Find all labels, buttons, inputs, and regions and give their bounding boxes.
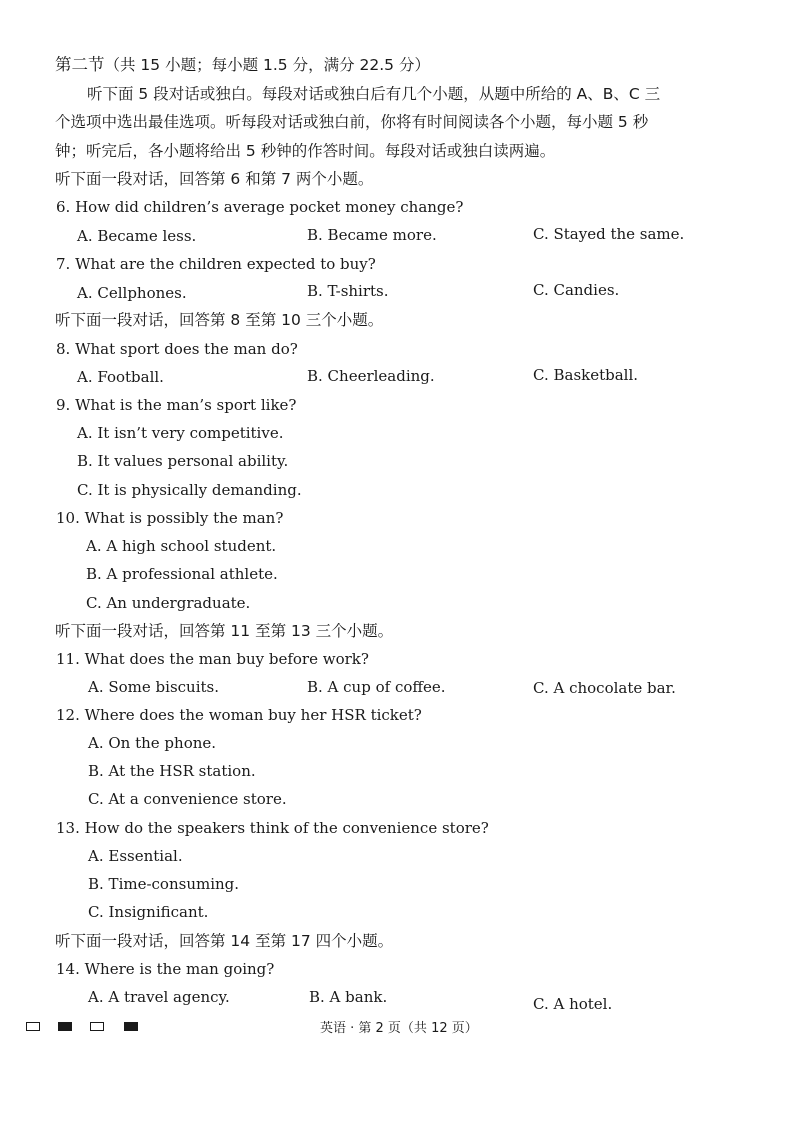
registration-mark-filled-1 [58,1022,72,1031]
group-intro-3: 听下面一段对话，回答第 11 至第 13 三个小题。 [55,622,394,640]
group-intro-4: 听下面一段对话，回答第 14 至第 17 四个小题。 [55,932,394,950]
question-7-option-b: B. T-shirts. [307,282,389,300]
question-10-option-a: A. A high school student. [86,537,277,555]
question-10-option-b: B. A professional athlete. [86,565,278,583]
question-11-stem: 11. What does the man buy before work? [56,650,369,668]
registration-mark-hollow-1 [26,1022,40,1031]
group-intro-2: 听下面一段对话，回答第 8 至第 10 三个小题。 [55,311,384,329]
question-13-stem: 13. How do the speakers think of the convenience store? [56,819,489,837]
question-13-option-a: A. Essential. [88,847,183,865]
question-6-option-b: B. Became more. [307,226,437,244]
question-7-stem: 7. What are the children expected to buy? [56,255,376,273]
question-12-option-b: B. At the HSR station. [88,762,256,780]
question-14-option-b: B. A bank. [309,988,388,1006]
section-scoring: （共 15 小题；每小题 1.5 分，满分 22.5 分） [104,56,430,74]
question-12-stem: 12. Where does the woman buy her HSR ticket? [56,706,422,724]
question-9-option-a: A. It isn’t very competitive. [77,424,284,442]
question-11-option-a: A. Some biscuits. [88,678,219,696]
question-12-option-c: C. At a convenience store. [88,790,287,808]
question-12-option-a: A. On the phone. [88,734,217,752]
question-11-option-b: B. A cup of coffee. [307,678,446,696]
question-10-stem: 10. What is possibly the man? [56,509,284,527]
section-title: 第二节 [55,55,105,74]
question-8-option-a: A. Football. [77,368,164,386]
instruction-line-1: 听下面 5 段对话或独白。每段对话或独白后有几个小题，从题中所给的 A、B、C 三 [87,85,661,103]
question-9-option-c: C. It is physically demanding. [77,481,302,499]
question-13-option-c: C. Insignificant. [88,903,209,921]
group-intro-1: 听下面一段对话，回答第 6 和第 7 两个小题。 [55,170,374,188]
question-8-option-b: B. Cheerleading. [307,367,435,385]
question-11-option-c: C. A chocolate bar. [533,679,676,697]
question-14-option-a: A. A travel agency. [88,988,230,1006]
registration-mark-hollow-2 [90,1022,104,1031]
question-9-option-b: B. It values personal ability. [77,452,289,470]
question-10-option-c: C. An undergraduate. [86,594,251,612]
question-8-option-c: C. Basketball. [533,366,639,384]
registration-mark-filled-2 [124,1022,138,1031]
section-header [55,55,430,75]
question-13-option-b: B. Time-consuming. [88,875,240,893]
question-6-option-c: C. Stayed the same. [533,225,685,243]
instruction-line-2: 个选项中选出最佳选项。听每段对话或独白前，你将有时间阅读各个小题，每小题 5 秒 [55,113,649,131]
question-6-option-a: A. Became less. [77,227,197,245]
question-7-option-a: A. Cellphones. [77,284,187,302]
page-number-label: 英语 · 第 2 页（共 12 页） [320,1021,478,1036]
question-9-stem: 9. What is the man’s sport like? [56,396,297,414]
question-7-option-c: C. Candies. [533,281,620,299]
question-14-option-c: C. A hotel. [533,995,613,1013]
question-6-stem: 6. How did children’s average pocket money change? [56,198,464,216]
question-8-stem: 8. What sport does the man do? [56,340,298,358]
question-14-stem: 14. Where is the man going? [56,960,275,978]
instruction-line-3: 钟；听完后，各小题将给出 5 秒钟的作答时间。每段对话或独白读两遍。 [55,142,556,160]
